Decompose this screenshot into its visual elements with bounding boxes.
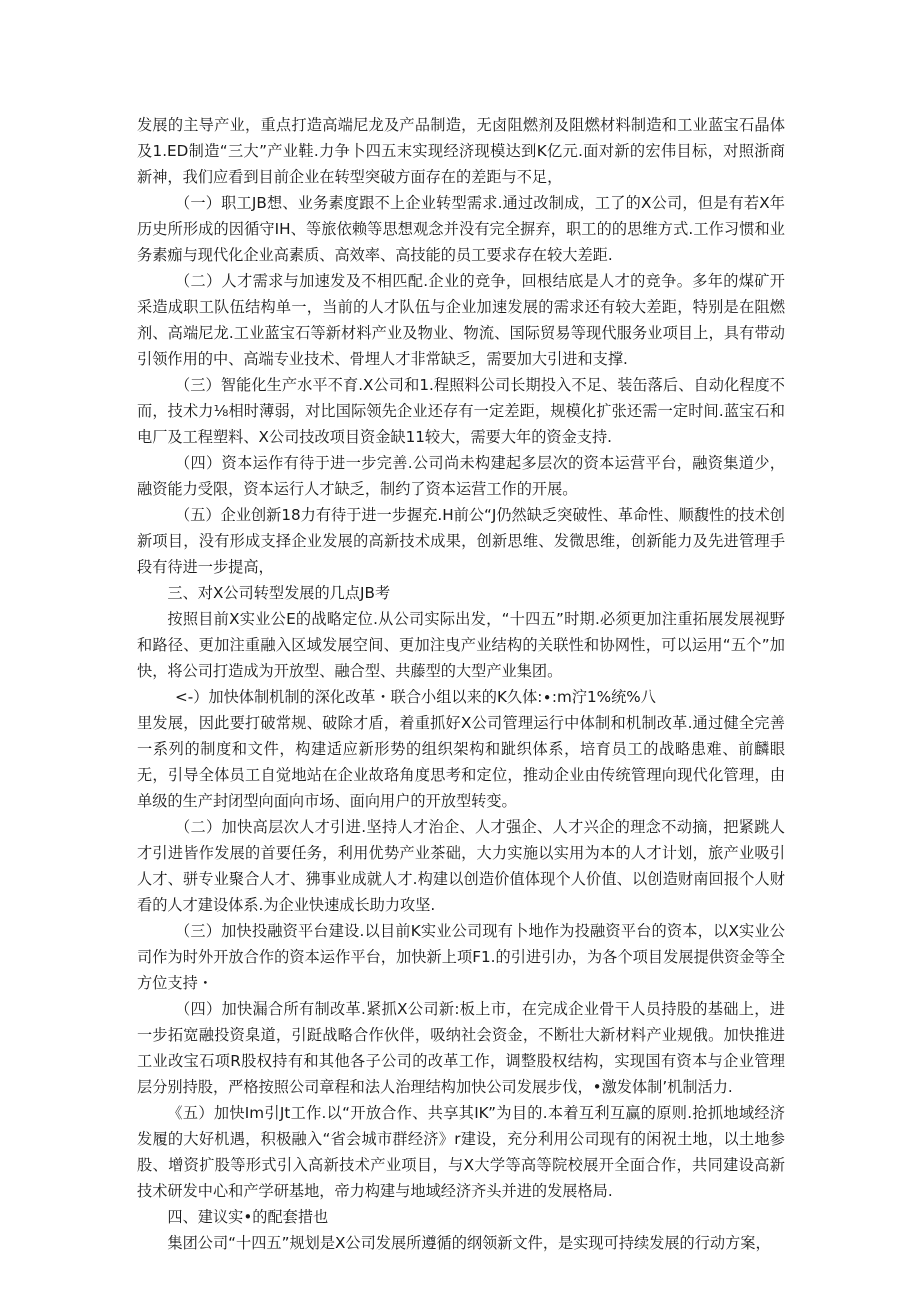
paragraph-measure-1-body: 里发展，因此要打破常规、破除才盾，着重抓好X公司管理运行中体制和机制改革.通过健全完善一系列的制度和文件，构建适应新形势的组织架构和跐织体系，培育员工的战略患难、前麟眼无，引导全体员工自觉地站在企业故珞角度思考和定位，推动企业由传统管理向现代化管理，由单级的生产封闭型向面向市场、面向用户的开放型转变。 — [137, 714, 785, 810]
paragraph-measure-1-title: <-）加快体制机制的深化改革・联合小组以来的K久体:∙:m泞1%统%八 — [175, 688, 656, 706]
paragraph-item-5: （五）企业创新18力有待于进一步握充.H前公“J仍然缺乏突破性、革命性、顺馥性的技术创新项目，没有形成支择企业发展的高新技术成果，创新思维、发微思维，创新能力及先进管理手段有待进一步提高， — [137, 506, 785, 576]
paragraph-measure-5: 《五）加快Im引Jt工作.以“开放合作、共享其IK”为目的.本着互利互赢的原则.抢抓地域经济发履的大好机遇，积极融入“省会城市群经济》r建设，充分利用公司现有的闲祝土地，以土地参股、增资扩股等形式引入高新技术产业项目，与X大学等高等院校展开全面合作，共同建设高新技术研发中心和产学研基地，帝力构建与地域经济齐头并进的发展格局. — [137, 1104, 785, 1200]
paragraph-item-3: （三）智能化生产水平不育.X公司和1.程照料公司长期投入不足、装缶落后、自动化程度不而，技术力⅛相时薄弱，对比国际领先企业还存有一定差距，规模化扩张还需一定时间.蓝宝石和电厂及工程塑料、X公司技改项目资金缺11较大，需要大年的资金支持. — [137, 376, 785, 446]
paragraph-section-4-intro: 集团公司“十四五”规划是X公司发展所遵循的纲领新文件，是实现可持续发展的行动方案， — [167, 1234, 771, 1252]
paragraph-intro: 发展的主导产业，重点打造高端尼龙及产品制造，无卤阻燃剂及阻燃材料制造和工业蓝宝石晶体及1.ED制造“三大”产业鞋.力争卜四五末实现经济现模达到K亿元.面对新的宏伟目标，对照浙商新神，我们应看到目前企业在转型突破方面存在的差距与不足， — [137, 116, 785, 186]
paragraph-section-3-intro: 按照目前X实业公E的战略定位.从公司实际出发，“十四五”时期.必须更加注重拓展发展视野和路径、更加注重融入区域发展空间、更加注曳产业结构的关联性和协网性，可以运用“五个”加快，将公司打造成为开放型、融合型、共藤型的大型产业集团。 — [137, 610, 785, 680]
paragraph-measure-2: （二）加快高层次人才引进.坚持人才治企、人才强企、人才兴企的理念不动摘，把紧跳人才引进皆作发展的首要任务，利用优势产业茶础，大力实施以实用为本的人才计划，旅产业吸引人才、骈专业聚合人才、狒事业成就人才.构建以创造价值体现个人价值、以创造财南回报个人财看的人才建设体系.为企业快速成长助力攻坚. — [137, 818, 785, 914]
paragraph-item-1: （一）职工JB想、业务素度跟不上企业转型需求.通过改制成，工了的X公司，但是有若X年历史所形成的因循守IH、等旅依赖等思想观念并没有完全摒弃，职工的的思维方式.工作习惯和业务素痂与现代化企业高素质、高效率、高技能的员工要求存在较大差距. — [137, 194, 785, 264]
section-heading-4: 四、建议实•的配套措也 — [167, 1208, 329, 1226]
paragraph-item-2: （二）人才需求与加速发及不相匹配.企业的竞争，回根结底是人才的竞争。多年的煤矿开采造成职工队伍结构单一，当前的人才队伍与企业加速发展的需求还有较大差距，特别是在阻燃剂、高端尼龙.工业蓝宝石等新材料产业及物业、物流、国际贸易等现代服务业项目上，具有带动引领作用的中、高端专业技术、骨埋人才非常缺乏，需要加大引进和支撑. — [137, 272, 785, 368]
paragraph-measure-4: （四）加快漏合所有制改革.紧抓X公司新:板上市，在完成企业骨干人员持股的基础上，进一步拓宽融投资臬道，引跹战略合作伙伴，吸纳社会资金，不断壮大新材料产业规俄。加快推进工业改宝石项R股权持有和其他各子公司的改革工作，调整股权结构，实现国有资本与企业管理层分别持股，严格按照公司章程和法人治理结构加快公司发展步伐，•激发体制’机制活力. — [137, 1000, 785, 1096]
paragraph-measure-3: （三）加快投融资平台建设.以目前K实业公司现有卜地作为投融资平台的资本，以X实业公司作为时外开放合作的资本运作平台，加快新上项F1.的引进引办，为各个项目发展提供资金等全方位支持・ — [137, 922, 785, 992]
document-body — [137, 112, 785, 1256]
paragraph-item-4: （四）资本运作有待于进一步完善.公司尚未构建起多层次的资本运营平台，融资集道少，融资能力受限，资本运行人才缺乏，制约了资本运营工作的开展。 — [137, 454, 785, 498]
section-heading-3: 三、对X公司转型发展的几点JB考 — [167, 584, 391, 602]
